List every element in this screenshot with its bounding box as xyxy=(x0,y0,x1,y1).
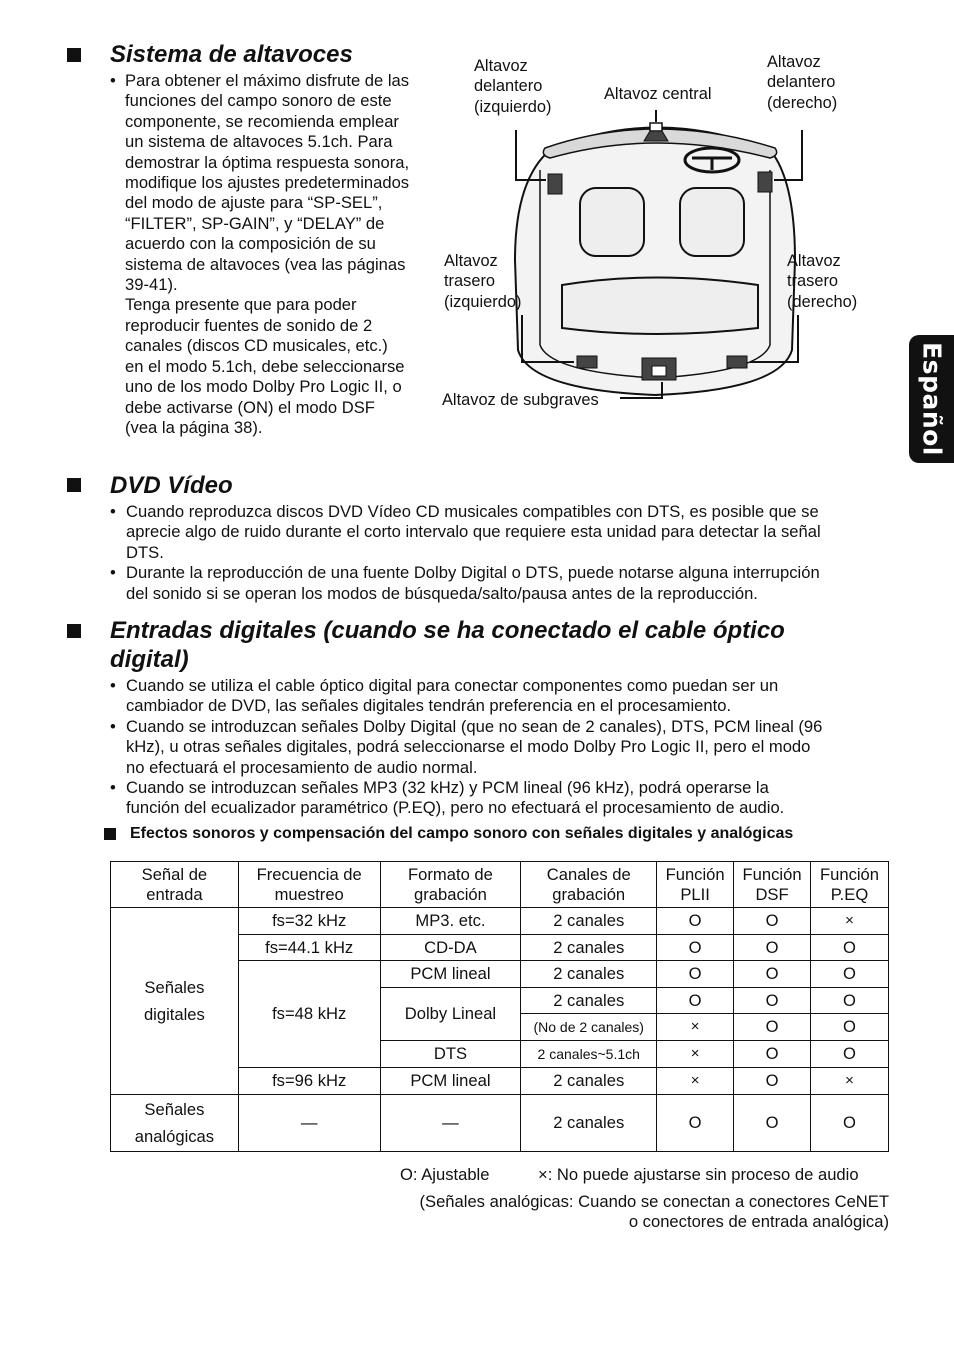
table-cell: O xyxy=(811,1014,889,1041)
label-rear-left: Altavoz trasero (izquierdo) xyxy=(444,252,522,311)
table-cell: CD-DA xyxy=(380,935,521,961)
text-line: un sistema de altavoces 5.1ch. Para xyxy=(125,132,393,152)
text-line: (vea la página 38). xyxy=(125,417,263,437)
table-cell: 2 canales xyxy=(521,1068,657,1095)
text-line: modifique los ajustes predeterminados xyxy=(125,173,410,193)
table-cell: O xyxy=(734,1095,811,1152)
table-cell: — xyxy=(238,1095,380,1152)
table-cell: 2 canales xyxy=(521,988,657,1014)
label-subwoofer: Altavoz de subgraves xyxy=(442,391,599,409)
table-cell: O xyxy=(811,1041,889,1068)
analog-note: (Señales analógicas: Cuando se conectan a conectores CeNET o conectores de entrada analógica) xyxy=(419,1192,889,1232)
header-cell: Función PLII xyxy=(657,862,734,908)
table-row xyxy=(111,908,889,935)
table-cell: O xyxy=(734,1068,811,1095)
table-cell: O xyxy=(811,1095,889,1152)
table-cell: Dolby Lineal xyxy=(380,988,521,1041)
speakers-heading: Sistema de altavoces xyxy=(110,41,353,68)
label-center: Altavoz central xyxy=(604,85,712,103)
label-front-left: Altavoz delantero (izquierdo) xyxy=(474,57,552,116)
rear-right-speaker-icon xyxy=(727,356,747,368)
table-cell: O xyxy=(811,935,889,961)
legend-not-adjustable: ×: No puede ajustarse sin proceso de audio xyxy=(538,1165,859,1184)
table-cell: O xyxy=(734,935,811,961)
label-front-right: Altavoz delantero (derecho) xyxy=(767,53,838,112)
group-cell-digital: Señales digitales xyxy=(111,908,239,1095)
text-line: demostrar la óptima respuesta sonora, xyxy=(125,152,410,172)
text-line: Para obtener el máximo disfrute de las xyxy=(125,71,410,90)
text-line: acuerdo con la composición de su xyxy=(125,234,376,254)
table-caption: Efectos sonoros y compensación del campo sonoro con señales digitales y analógicas xyxy=(130,825,794,842)
table-row xyxy=(111,1095,889,1152)
table-cell: 2 canales xyxy=(521,961,657,988)
group-cell-analog: Señales analógicas xyxy=(111,1095,239,1152)
list-item: • Cuando se introduzcan señales MP3 (32 kHz) y PCM lineal (96 kHz), podrá operarse la función del ecualizador paramétrico (P.EQ), pero no efectuará el procesamiento de audio. xyxy=(110,778,900,819)
text-line: canales (discos CD musicales, etc.) xyxy=(125,336,388,356)
text-line: “FILTER”, SP-GAIN”, y “DELAY” de xyxy=(125,213,385,233)
table-cell: PCM lineal xyxy=(380,961,521,988)
header-cell: Función P.EQ xyxy=(811,862,889,908)
table-cell: 2 canales xyxy=(521,935,657,961)
table-header-row xyxy=(111,862,889,908)
table-cell: (No de 2 canales) xyxy=(521,1014,657,1041)
table-cell: O xyxy=(811,961,889,988)
label-rear-right: Altavoz trasero (derecho) xyxy=(787,252,858,311)
table-cell: O xyxy=(657,961,734,988)
dvd-bullets xyxy=(110,502,900,604)
table-cell: PCM lineal xyxy=(380,1068,521,1095)
list-item: • Durante la reproducción de una fuente Dolby Digital o DTS, puede notarse alguna interrupción del sonido si se operan los modos de búsqueda/salto/pausa antes de la reproducción. xyxy=(110,563,900,604)
dvd-heading: DVD Vídeo xyxy=(110,472,233,499)
table-cell: fs=48 kHz xyxy=(238,961,380,1068)
table-cell: 2 canales xyxy=(521,1095,657,1152)
bullet-dot: • xyxy=(110,71,116,90)
text-line: reproducir fuentes de sonido de 2 xyxy=(125,315,373,335)
text-line: debe activarse (ON) el modo DSF xyxy=(125,397,375,417)
center-speaker-icon xyxy=(650,123,662,131)
text-line: 39-41). xyxy=(125,275,178,295)
front-left-speaker-icon xyxy=(548,174,562,194)
table-cell: O xyxy=(811,988,889,1014)
table-cell: × xyxy=(657,1068,734,1095)
text-line: uno de los modo Dolby Pro Logic II, o xyxy=(125,377,402,397)
table-cell: O xyxy=(734,988,811,1014)
table-cell: O xyxy=(657,935,734,961)
front-left-seat xyxy=(580,188,644,256)
front-right-speaker-icon xyxy=(758,172,772,192)
list-item: • Cuando se introduzcan señales Dolby Digital (que no sean de 2 canales), DTS, PCM lineal (96 kHz), u otras señales digitales, podrá seleccionarse el modo Dolby Pro Logic II, pero el modo no efectuará el procesamiento de audio normal. xyxy=(110,717,900,778)
caption-marker xyxy=(104,828,116,840)
table-cell: DTS xyxy=(380,1041,521,1068)
list-item: • Cuando se utiliza el cable óptico digital para conectar componentes como puedan ser un cambiador de DVD, las señales digitales tendrán preferencia en el procesamiento. xyxy=(110,676,900,717)
table-cell: × xyxy=(811,908,889,935)
legend-adjustable: O: Ajustable xyxy=(400,1165,490,1184)
table-cell: O xyxy=(734,908,811,935)
table-cell: × xyxy=(657,1014,734,1041)
header-cell: Función DSF xyxy=(734,862,811,908)
digital-bullets xyxy=(110,676,900,819)
front-right-seat xyxy=(680,188,744,256)
table-cell: O xyxy=(657,988,734,1014)
rear-left-speaker-icon xyxy=(577,356,597,368)
subwoofer-cone xyxy=(652,366,666,376)
speakers-bullet xyxy=(110,71,450,438)
section-marker xyxy=(67,478,81,492)
table-cell: O xyxy=(657,908,734,935)
table-cell: fs=44.1 kHz xyxy=(238,935,380,961)
header-cell: Canales de grabación xyxy=(521,862,657,908)
table-cell: fs=96 kHz xyxy=(238,1068,380,1095)
table-cell: 2 canales~5.1ch xyxy=(521,1041,657,1068)
rear-seat xyxy=(562,278,758,335)
text-line: del modo de ajuste para “SP-SEL”, xyxy=(125,193,383,213)
language-tab xyxy=(909,335,954,463)
language-tab-label: Español xyxy=(917,342,946,456)
table-cell: × xyxy=(657,1041,734,1068)
header-cell: Frecuencia de muestreo xyxy=(238,862,380,908)
table-cell: 2 canales xyxy=(521,908,657,935)
text-line: en el modo 5.1ch, debe seleccionarse xyxy=(125,356,405,376)
effects-table xyxy=(110,861,889,1152)
text-line: componente, se recomienda emplear xyxy=(125,111,399,131)
table-cell: O xyxy=(734,961,811,988)
table-cell: × xyxy=(811,1068,889,1095)
list-item: • Cuando reproduzca discos DVD Vídeo CD musicales compatibles con DTS, es posible que se aprecie algo de ruido durante el corto intervalo que requiere esta unidad para detectar la señal DTS. xyxy=(110,502,900,563)
text-line: sistema de altavoces (vea las páginas xyxy=(125,254,406,274)
header-cell: Formato de grabación xyxy=(380,862,521,908)
table-cell: O xyxy=(657,1095,734,1152)
text-line: funciones del campo sonoro de este xyxy=(125,91,392,111)
section-marker xyxy=(67,624,81,638)
table-cell: O xyxy=(734,1014,811,1041)
table-cell: — xyxy=(380,1095,521,1152)
table-cell: MP3. etc. xyxy=(380,908,521,935)
car-body xyxy=(515,128,795,396)
header-cell: Señal de entrada xyxy=(111,862,239,908)
section-marker xyxy=(67,48,81,62)
text-line: Tenga presente que para poder xyxy=(125,295,357,315)
table-cell: O xyxy=(734,1041,811,1068)
table-cell: fs=32 kHz xyxy=(238,908,380,935)
digital-heading: Entradas digitales (cuando se ha conectado el cable óptico digital) xyxy=(110,617,785,673)
